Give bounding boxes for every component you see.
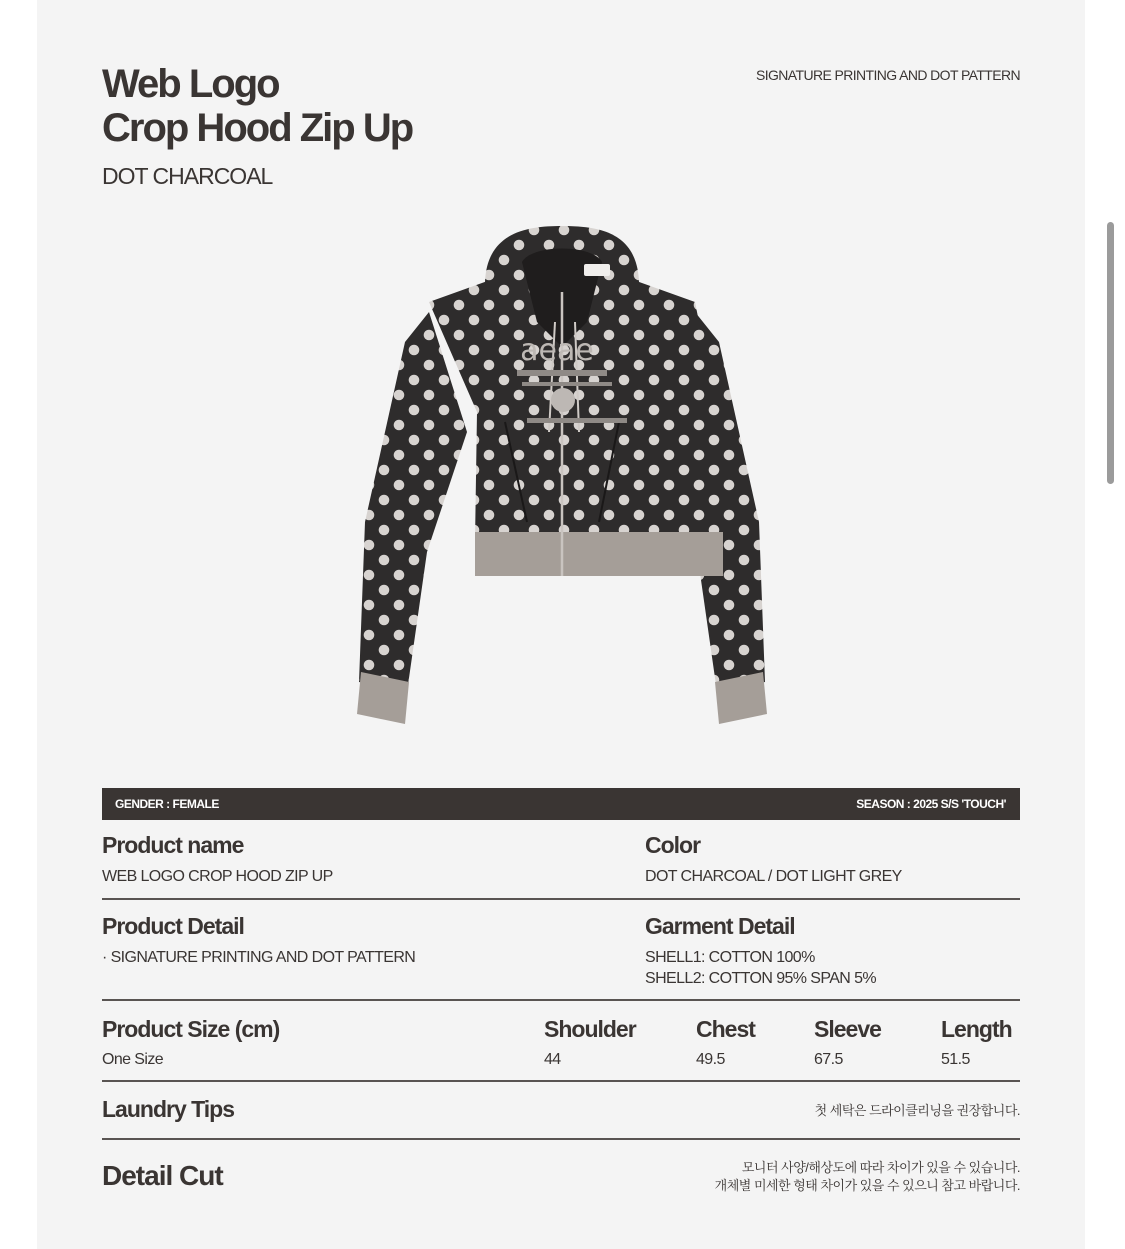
product-detail-value: · SIGNATURE PRINTING AND DOT PATTERN [102,949,416,966]
product-size-label: Product Size (cm) [102,1016,280,1042]
color-subtitle: DOT CHARCOAL [102,163,273,189]
left-sleeve [359,312,467,692]
sleeve-header: Sleeve [814,1016,881,1042]
divider [102,898,1020,900]
divider [102,1080,1020,1082]
scrollbar-thumb[interactable] [1107,222,1114,484]
title-line-1: Web Logo [102,62,279,106]
color-label: Color [645,832,701,858]
meta-bar [102,788,1020,820]
size-value: One Size [102,1051,164,1068]
garment-detail-line-2: SHELL2: COTTON 95% SPAN 5% [645,970,877,987]
shoulder-header: Shoulder [544,1016,636,1042]
sleeve-value: 67.5 [814,1051,843,1068]
divider [102,999,1020,1001]
gender-text: GENDER : FEMALE [115,797,219,811]
product-detail-sheet [37,0,1085,1249]
garment-detail-label: Garment Detail [645,913,795,939]
shoulder-value: 44 [544,1051,561,1068]
product-detail-label: Product Detail [102,913,244,939]
detail-cut-label: Detail Cut [102,1160,223,1191]
laundry-tips-label: Laundry Tips [102,1096,234,1122]
product-name-value: WEB LOGO CROP HOOD ZIP UP [102,868,333,885]
chest-header: Chest [696,1016,755,1042]
laundry-note: 첫 세탁은 드라이클리닝을 권장합니다. [814,1103,1020,1118]
chest-value: 49.5 [696,1051,725,1068]
detail-cut-note-line-1: 모니터 사양/해상도에 따라 차이가 있을 수 있습니다. [741,1160,1020,1175]
garment-detail-line-1: SHELL1: COTTON 100% [645,949,815,966]
tagline: SIGNATURE PRINTING AND DOT PATTERN [755,67,1020,83]
length-value: 51.5 [941,1051,970,1068]
length-header: Length [941,1016,1012,1042]
divider [102,1138,1020,1140]
page-title [102,62,412,150]
hoodie-product-image [317,222,807,732]
season-text: SEASON : 2025 S/S 'TOUCH' [856,797,1006,811]
color-value: DOT CHARCOAL / DOT LIGHT GREY [645,868,902,885]
detail-cut-note-line-2: 개체별 미세한 형태 차이가 있을 수 있으니 참고 바랍니다. [714,1178,1020,1193]
title-line-2: Crop Hood Zip Up [102,106,413,150]
chest-logo-print: aeae [520,333,594,368]
hem-rib [475,532,723,576]
product-name-label: Product name [102,832,244,858]
